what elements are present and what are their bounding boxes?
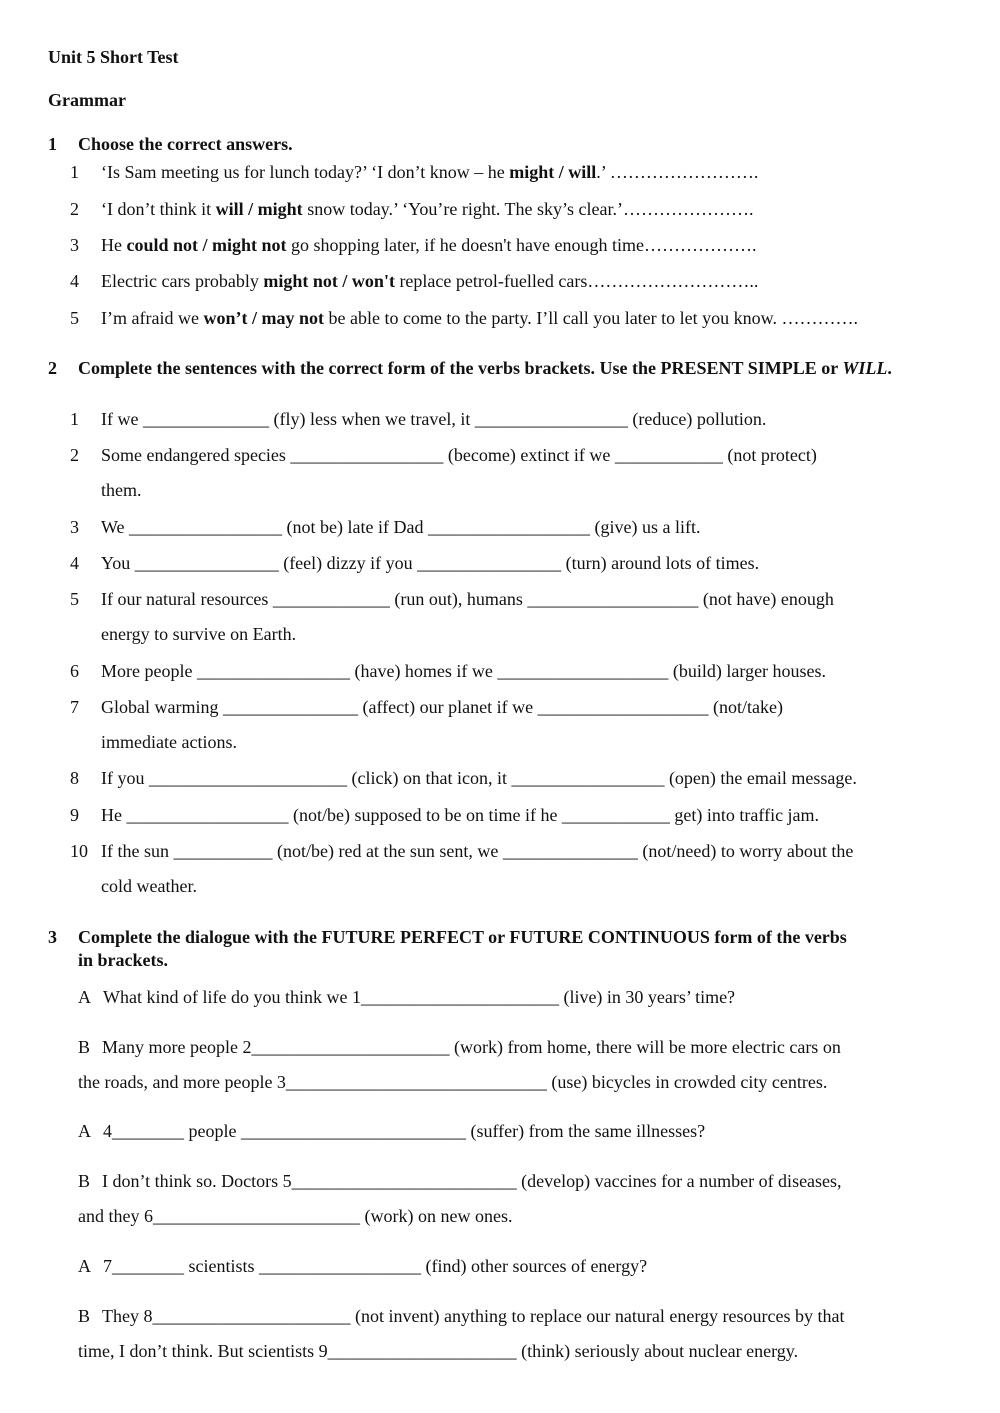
exercise-2-number: 2 <box>48 358 57 378</box>
item-text-end: replace petrol-fuelled cars……………………….. <box>394 271 759 291</box>
instruction-will: WILL <box>842 358 888 378</box>
instruction-line-2: in brackets. <box>78 950 168 970</box>
dialogue-text: They 8______________________ (not invent) anything to replace our natural energy resources by that <box>102 1306 845 1326</box>
ex2-item-8[interactable] <box>70 767 960 789</box>
exercise-1-heading <box>48 133 948 156</box>
item-number: 10 <box>70 841 88 861</box>
exercise-2-heading <box>48 357 948 380</box>
item-number: 5 <box>70 308 79 328</box>
speaker-label: B <box>78 1171 91 1191</box>
dialogue-line-4[interactable] <box>78 1170 842 1192</box>
dialogue-text: 4________ people _________________________ (suffer) from the same illnesses? <box>103 1121 706 1141</box>
exercise-2-instruction <box>78 357 948 380</box>
ex2-item-10[interactable] <box>70 840 960 862</box>
ex1-item-4 <box>70 270 960 292</box>
exercise-3-instruction <box>78 926 948 972</box>
ex2-item-6[interactable] <box>70 660 960 682</box>
item-text-end: be able to come to the party. I’ll call you later to let you know. …………. <box>323 308 858 328</box>
ex2-item-4[interactable] <box>70 552 960 574</box>
speaker-label: B <box>78 1306 91 1326</box>
speaker-label: A <box>78 987 91 1007</box>
ex2-item-2-continuation: them. <box>101 480 142 500</box>
exercise-3-number: 3 <box>48 927 57 947</box>
ex2-item-10-continuation: cold weather. <box>101 876 197 896</box>
item-number: 2 <box>70 199 79 219</box>
item-text: If you ______________________ (click) on that icon, it _________________ (open) the email message. <box>101 768 857 788</box>
item-text: Electric cars probably <box>101 271 264 291</box>
ex2-item-3[interactable] <box>70 516 960 538</box>
item-number: 3 <box>70 235 79 255</box>
item-text-end: .’ ……………………. <box>596 162 759 182</box>
item-number: 4 <box>70 271 79 291</box>
item-number: 1 <box>70 409 79 429</box>
ex2-item-7-continuation: immediate actions. <box>101 732 237 752</box>
item-number: 5 <box>70 589 79 609</box>
ex2-item-2[interactable] <box>70 444 960 466</box>
exercise-3-heading <box>48 926 948 972</box>
item-number: 4 <box>70 553 79 573</box>
speaker-label: A <box>78 1121 91 1141</box>
dialogue-line-2-continuation: the roads, and more people 3_____________________________ (use) bicycles in crowded city centres. <box>78 1072 828 1092</box>
ex1-item-5 <box>70 307 960 329</box>
instruction-period: . <box>887 358 892 378</box>
item-number: 8 <box>70 768 79 788</box>
item-number: 1 <box>70 162 79 182</box>
item-text: If our natural resources _____________ (run out), humans ___________________ (not have) enough <box>101 589 834 609</box>
dialogue-line-1[interactable] <box>78 986 735 1008</box>
item-text: I’m afraid we <box>101 308 204 328</box>
ex1-item-1 <box>70 161 960 183</box>
item-text: ‘I don’t think it <box>101 199 216 219</box>
instruction-text: Complete the sentences with the correct form of the verbs brackets. Use the PRESENT SIMPLE or <box>78 358 843 378</box>
item-number: 6 <box>70 661 79 681</box>
ex2-item-1[interactable] <box>70 408 960 430</box>
item-text: ‘Is Sam meeting us for lunch today?’ ‘I don’t know – he <box>101 162 510 182</box>
instruction-line-1: Complete the dialogue with the FUTURE PERFECT or FUTURE CONTINUOUS form of the verbs <box>78 927 847 947</box>
item-text: If we ______________ (fly) less when we travel, it _________________ (reduce) pollution. <box>101 409 767 429</box>
item-text: You ________________ (feel) dizzy if you ________________ (turn) around lots of times. <box>101 553 760 573</box>
item-text: Global warming _______________ (affect) our planet if we ___________________ (not/take) <box>101 697 784 717</box>
item-choice[interactable]: might / will <box>509 162 597 182</box>
item-choice-separator: / <box>247 308 262 328</box>
item-choice[interactable]: might not / won't <box>263 271 395 291</box>
item-number: 3 <box>70 517 79 537</box>
item-choice-1[interactable]: won’t <box>203 308 248 328</box>
dialogue-line-5[interactable] <box>78 1255 647 1277</box>
item-text-end: snow today.’ ‘You’re right. The sky’s clear.’…………………. <box>302 199 754 219</box>
item-number: 7 <box>70 697 79 717</box>
item-text: He __________________ (not/be) supposed to be on time if he ____________ get) into traffic jam. <box>101 805 820 825</box>
item-choice[interactable]: will / might <box>215 199 303 219</box>
ex2-item-5-continuation: energy to survive on Earth. <box>101 624 297 644</box>
dialogue-text: What kind of life do you think we 1______________________ (live) in 30 years’ time? <box>103 987 736 1007</box>
item-number: 9 <box>70 805 79 825</box>
exercise-1-instruction: Choose the correct answers. <box>78 134 293 154</box>
item-text: We _________________ (not be) late if Dad __________________ (give) us a lift. <box>101 517 701 537</box>
dialogue-line-2[interactable] <box>78 1036 841 1058</box>
dialogue-line-4-continuation: and they 6_______________________ (work) on new ones. <box>78 1206 513 1226</box>
exercise-1-number: 1 <box>48 134 57 154</box>
item-text: If the sun ___________ (not/be) red at the sun sent, we _______________ (not/need) to worry about the <box>101 841 854 861</box>
dialogue-line-3[interactable] <box>78 1120 705 1142</box>
ex2-item-7[interactable] <box>70 696 960 718</box>
ex2-item-5[interactable] <box>70 588 960 610</box>
section-title-grammar: Grammar <box>48 90 126 110</box>
speaker-label: B <box>78 1037 91 1057</box>
ex1-item-2 <box>70 198 960 220</box>
item-choice[interactable]: could not / might not <box>126 235 287 255</box>
ex2-item-9[interactable] <box>70 804 960 826</box>
item-text: He <box>101 235 127 255</box>
item-number: 2 <box>70 445 79 465</box>
item-text: More people _________________ (have) homes if we ___________________ (build) larger houses. <box>101 661 827 681</box>
dialogue-text: I don’t think so. Doctors 5_________________________ (develop) vaccines for a number of diseases, <box>102 1171 842 1191</box>
page-title: Unit 5 Short Test <box>48 47 179 67</box>
dialogue-line-6[interactable] <box>78 1305 845 1327</box>
ex1-item-3 <box>70 234 960 256</box>
item-text: Some endangered species _________________ (become) extinct if we ____________ (not protect) <box>101 445 817 465</box>
dialogue-line-6-continuation: time, I don’t think. But scientists 9_____________________ (think) seriously about nuclear energy. <box>78 1341 799 1361</box>
dialogue-text: Many more people 2______________________ (work) from home, there will be more electric cars on <box>102 1037 841 1057</box>
dialogue-text: 7________ scientists __________________ (find) other sources of energy? <box>103 1256 648 1276</box>
item-choice-2[interactable]: may not <box>261 308 324 328</box>
item-text-end: go shopping later, if he doesn't have enough time………………. <box>286 235 757 255</box>
speaker-label: A <box>78 1256 91 1276</box>
